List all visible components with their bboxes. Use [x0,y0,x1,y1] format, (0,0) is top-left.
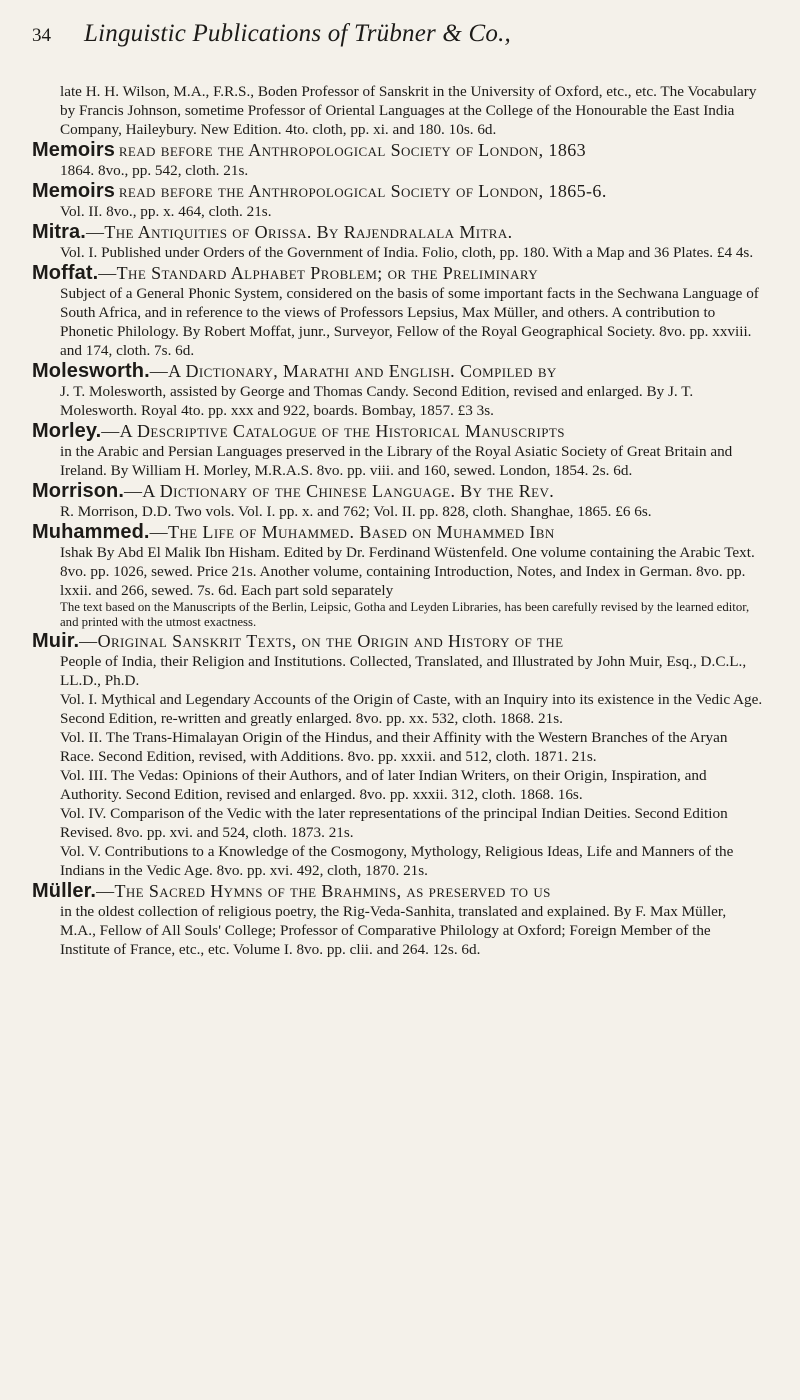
entry-body: Vol. I. Published under Orders of the Government of India. Folio, cloth, pp. 180. With a Map and 36 Plates. £4 4s. [60,244,754,261]
catalogue-entry-memoirs-1865 [32,182,764,221]
entry-title: —The Sacred Hymns of the Brahmins, as preserved to us [96,881,551,901]
entry-heading: Muir. [32,630,80,652]
volume-description: Vol. III. The Vedas: Opinions of their Authors, and of later Indian Writers, on their Origin, Inspiration, and Authority. Second Edition, revised and enlarged. 8vo. pp. xxxii. 312, cloth. 1868. 16s. [60,767,707,803]
volume-description: Vol. I. Mythical and Legendary Accounts of the Origin of Caste, with an Inquiry into its existence in the Vedic Age. Second Edition, re-written and greatly enlarged. 8vo. pp. xx. 532, cloth. 1868. 21s. [60,691,763,727]
entry-heading: Muhammed. [32,521,150,543]
entry-heading: Memoirs [32,139,115,161]
volume-description: Vol. II. The Trans-Himalayan Origin of the Hindus, and their Affinity with the Western Branches of the Aryan Race. Second Edition, revised, with Additions. 8vo. pp. xxxii. and 512, cloth. 1871. 21s. [60,729,728,765]
catalogue-entry-muir [32,632,764,880]
entry-heading: Morrison. [32,480,125,502]
entry-body: Vol. II. 8vo., pp. x. 464, cloth. 21s. [60,203,272,220]
entry-body: in the oldest collection of religious poetry, the Rig-Veda-Sanhita, translated and explained. By F. Max Müller, M.A., Fellow of All Souls' College; Professor of Comparative Philology at Oxford; Foreign Member of the Institute of France, etc., etc. Volume I. 8vo. pp. clii. and 264. 12s. 6d. [60,903,727,958]
entry-body: R. Morrison, D.D. Two vols. Vol. I. pp. x. and 762; Vol. II. pp. 828, cloth. Shanghae, 1865. £6 6s. [60,503,652,520]
entry-heading: Moffat. [32,262,99,284]
entry-body: Subject of a General Phonic System, considered on the basis of some important facts in the Sechwana Language of South Africa, and in reference to the views of Professors Lepsius, Max Müller, and others. A contribution to Phonetic Philology. By Robert Moffat, junr., Surveyor, Fellow of the Royal Geographical Society. 8vo. pp. xxviii. and 174, cloth. 7s. 6d. [60,285,759,359]
entry-body: 1864. 8vo., pp. 542, cloth. 21s. [60,162,249,179]
catalogue-entry-molesworth [32,362,764,420]
entry-heading: Morley. [32,420,102,442]
volume-description: Vol. IV. Comparison of the Vedic with the later representations of the principal Indian Deities. Second Edition Revised. 8vo. pp. xvi. and 524, cloth. 1873. 21s. [60,805,728,841]
entry-body: Ishak By Abd El Malik Ibn Hisham. Edited by Dr. Ferdinand Wüstenfeld. One volume containing the Arabic Text. 8vo. pp. 1026, sewed. Price 21s. Another volume, containing Introduction, Notes, and Index in German. 8vo. pp. lxxii. and 266, sewed. 7s. 6d. Each part sold separately [60,544,755,599]
catalogue-entry-moffat [32,264,764,360]
running-title: Linguistic Publications of Trübner & Co., [84,20,511,47]
entry-heading: Molesworth. [32,360,150,382]
page-header [32,20,764,68]
entry-title: —The Life of Muhammed. Based on Muhammed Ibn [149,522,555,542]
entry-heading: Müller. [32,880,97,902]
volume-description: Vol. V. Contributions to a Knowledge of the Cosmogony, Mythology, Religious Ideas, Life and Manners of the Indians in the Vedic Age. 8vo. pp. xvi. 492, cloth, 1870. 21s. [60,843,734,879]
entry-title: read before the Anthropological Society of London, 1863 [118,140,587,160]
entry-title: —The Standard Alphabet Problem; or the Preliminary [98,263,539,283]
entry-title: —The Antiquities of Orissa. By Rajendralala Mitra. [85,222,513,242]
entry-heading: Memoirs [32,180,115,202]
entry-heading: Mitra. [32,221,86,243]
catalogue-entry-morley [32,422,764,480]
catalogue-entries [32,82,764,959]
catalogue-entry-morrison [32,482,764,521]
catalogue-entry-wilson-continued [32,82,764,139]
entry-title: —A Descriptive Catalogue of the Historical Manuscripts [101,421,565,441]
catalogue-entry-muhammed [32,523,764,630]
entry-body: J. T. Molesworth, assisted by George and Thomas Candy. Second Edition, revised and enlarged. By J. T. Molesworth. Royal 4to. pp. xxx and 922, boards. Bombay, 1857. £3 3s. [60,383,694,419]
entry-title: read before the Anthropological Society of London, 1865-6. [118,181,607,201]
entry-title: —A Dictionary, Marathi and English. Compiled by [149,361,557,381]
entry-body: late H. H. Wilson, M.A., F.R.S., Boden Professor of Sanskrit in the University of Oxford, etc., etc. The Vocabulary by Francis Johnson, sometime Professor of Oriental Languages at the College of the Honourable the East India Company, Haileybury. New Edition. 4to. cloth, pp. xi. and 180. 10s. 6d. [60,83,757,138]
entry-body: People of India, their Religion and Institutions. Collected, Translated, and Illustrated by John Muir, Esq., D.C.L., LL.D., Ph.D. [60,653,747,689]
entry-body: in the Arabic and Persian Languages preserved in the Library of the Royal Asiatic Society of Great Britain and Ireland. By William H. Morley, M.R.A.S. 8vo. pp. viii. and 160, sewed. London, 1854. 2s. 6d. [60,443,733,479]
entry-title: —A Dictionary of the Chinese Language. By the Rev. [124,481,555,501]
catalogue-entry-muller [32,882,764,959]
catalogue-entry-memoirs-1863 [32,141,764,180]
page-number: 34 [32,25,51,46]
entry-title: —Original Sanskrit Texts, on the Origin and History of the [79,631,564,651]
entry-footnote: The text based on the Manuscripts of the Berlin, Leipsic, Gotha and Leyden Libraries, has been carefully revised by the learned editor, and printed with the utmost exactness. [60,600,750,629]
catalogue-entry-mitra [32,223,764,262]
